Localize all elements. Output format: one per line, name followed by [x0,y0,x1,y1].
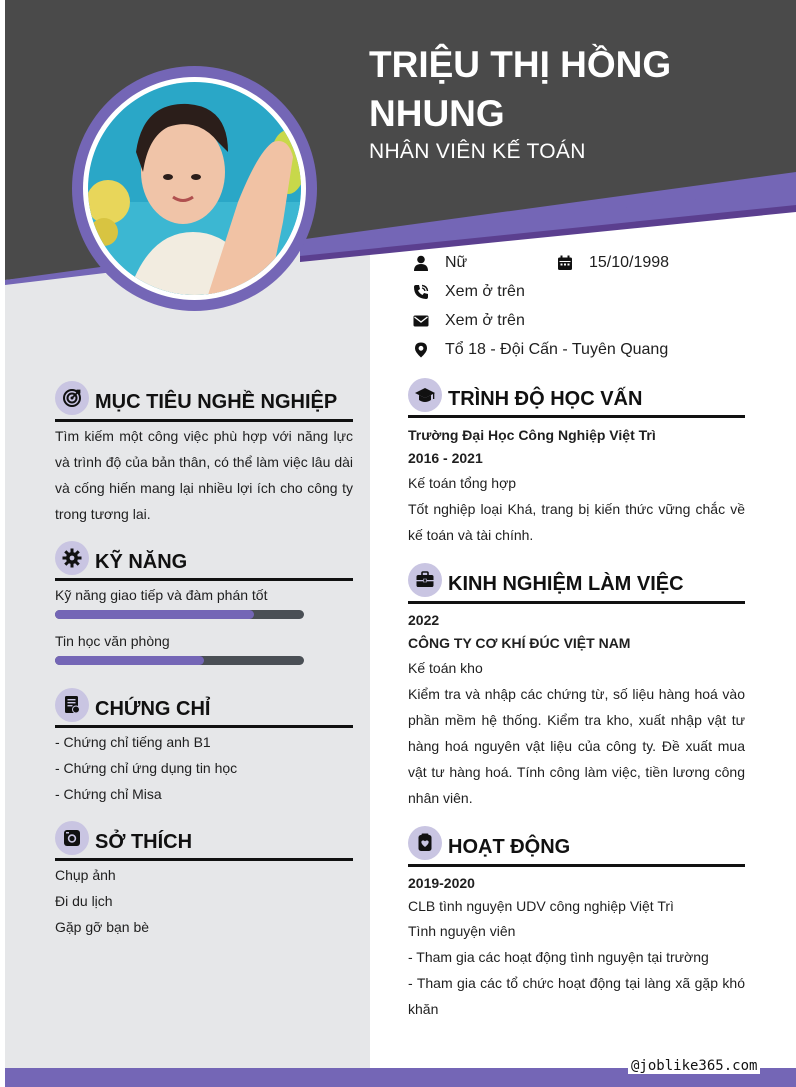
phone-icon [413,284,429,300]
skills-divider [55,578,353,581]
education-school: Trường Đại Học Công Nghiệp Việt Trì [408,427,656,443]
activities-divider [408,864,745,867]
job-title: NHÂN VIÊN KẾ TOÁN [369,140,586,163]
watermark: @joblike365.com [628,1058,760,1074]
education-major: Kế toán tổng hợp [408,475,517,491]
education-divider [408,415,745,418]
briefcase-icon [415,570,435,590]
graduation-cap-icon [414,385,436,405]
certificates-title: CHỨNG CHỈ [95,697,211,720]
hobbies-heading [55,821,192,855]
mail-icon [413,313,429,329]
candidate-name [369,40,769,138]
hobby-item: Chụp ảnh [55,867,116,883]
experience-year: 2022 [408,612,440,628]
objective-text: Tìm kiếm một công việc phù hợp với năng lực và trình độ của bản thân, có thể làm việc lâu dài và cống hiến mang lại nhiều lợi ích cho công ty trong tương lai. [55,428,353,522]
address-value: Tổ 18 - Đội Cấn - Tuyên Quang [445,341,669,358]
camera-icon [62,828,82,848]
activity-item: - Tham gia các tổ chức hoạt động tại làng xã gặp khó khăn [408,975,745,1017]
hobbies-divider [55,858,353,861]
user-icon [413,255,429,271]
gear-icon [62,548,82,568]
experience-description: Kiểm tra và nhập các chứng từ, số liệu hàng hoá vào phần mềm hệ thống. Kiểm tra kho, xuất nhập vật tư hàng hoá nguyên vật liệu của công ty. Đề xuất mua vật tư hàng hoá. Tính công làm việc, tiền lương công nhân viên. [408,686,745,806]
gender-value: Nữ [445,254,468,271]
education-title: TRÌNH ĐỘ HỌC VẤN [448,387,643,410]
education-description: Tốt nghiệp loại Khá, trang bị kiến thức vững chắc về kế toán và tài chính. [408,501,745,543]
hobbies-title: SỞ THÍCH [95,830,193,853]
certificate-item: - Chứng chỉ tiếng anh B1 [55,734,211,750]
certificates-divider [55,725,353,728]
education-heading [408,378,642,412]
objective-heading [55,381,337,415]
avatar-photo [88,82,301,295]
activities-organization: CLB tình nguyện UDV công nghiệp Việt Trì [408,898,674,914]
experience-position: Kế toán kho [408,660,483,676]
hobby-item: Gặp gỡ bạn bè [55,919,150,935]
activities-heading [408,826,570,860]
badge-icon [415,833,435,853]
birthdate-value: 15/10/1998 [589,254,670,271]
experience-title: KINH NGHIỆM LÀM VIỆC [448,572,684,595]
location-icon [413,342,429,358]
experience-heading [408,563,684,597]
name-line-1: TRIỆU THỊ HỒNG [369,44,672,85]
skill-label: Tin học văn phòng [55,633,170,649]
objective-title: MỤC TIÊU NGHỀ NGHIỆP [95,390,338,413]
email-value: Xem ở trên [445,312,525,329]
hobby-item: Đi du lịch [55,893,113,909]
skills-heading [55,541,187,575]
certificate-icon [62,695,82,715]
certificate-item: - Chứng chỉ Misa [55,786,162,802]
education-period: 2016 - 2021 [408,450,483,466]
experience-company: CÔNG TY CƠ KHÍ ĐÚC VIỆT NAM [408,635,631,651]
avatar [72,66,317,311]
target-icon [62,388,82,408]
certificate-item: - Chứng chỉ ứng dụng tin học [55,760,238,776]
activities-role: Tình nguyện viên [408,923,516,939]
skill-label: Kỹ năng giao tiếp và đàm phán tốt [55,587,268,603]
activities-title: HOẠT ĐỘNG [448,835,571,858]
experience-divider [408,601,745,604]
activity-item: - Tham gia các hoạt động tình nguyện tại trường [408,949,709,965]
activities-period: 2019-2020 [408,875,475,891]
skill-bar-fill [55,610,254,619]
skill-bar-fill [55,656,204,665]
certificates-heading [55,688,210,722]
calendar-icon [557,255,573,271]
skills-title: KỸ NĂNG [95,550,188,573]
name-line-2: NHUNG [369,93,505,134]
phone-value: Xem ở trên [445,283,525,300]
objective-divider [55,419,353,422]
